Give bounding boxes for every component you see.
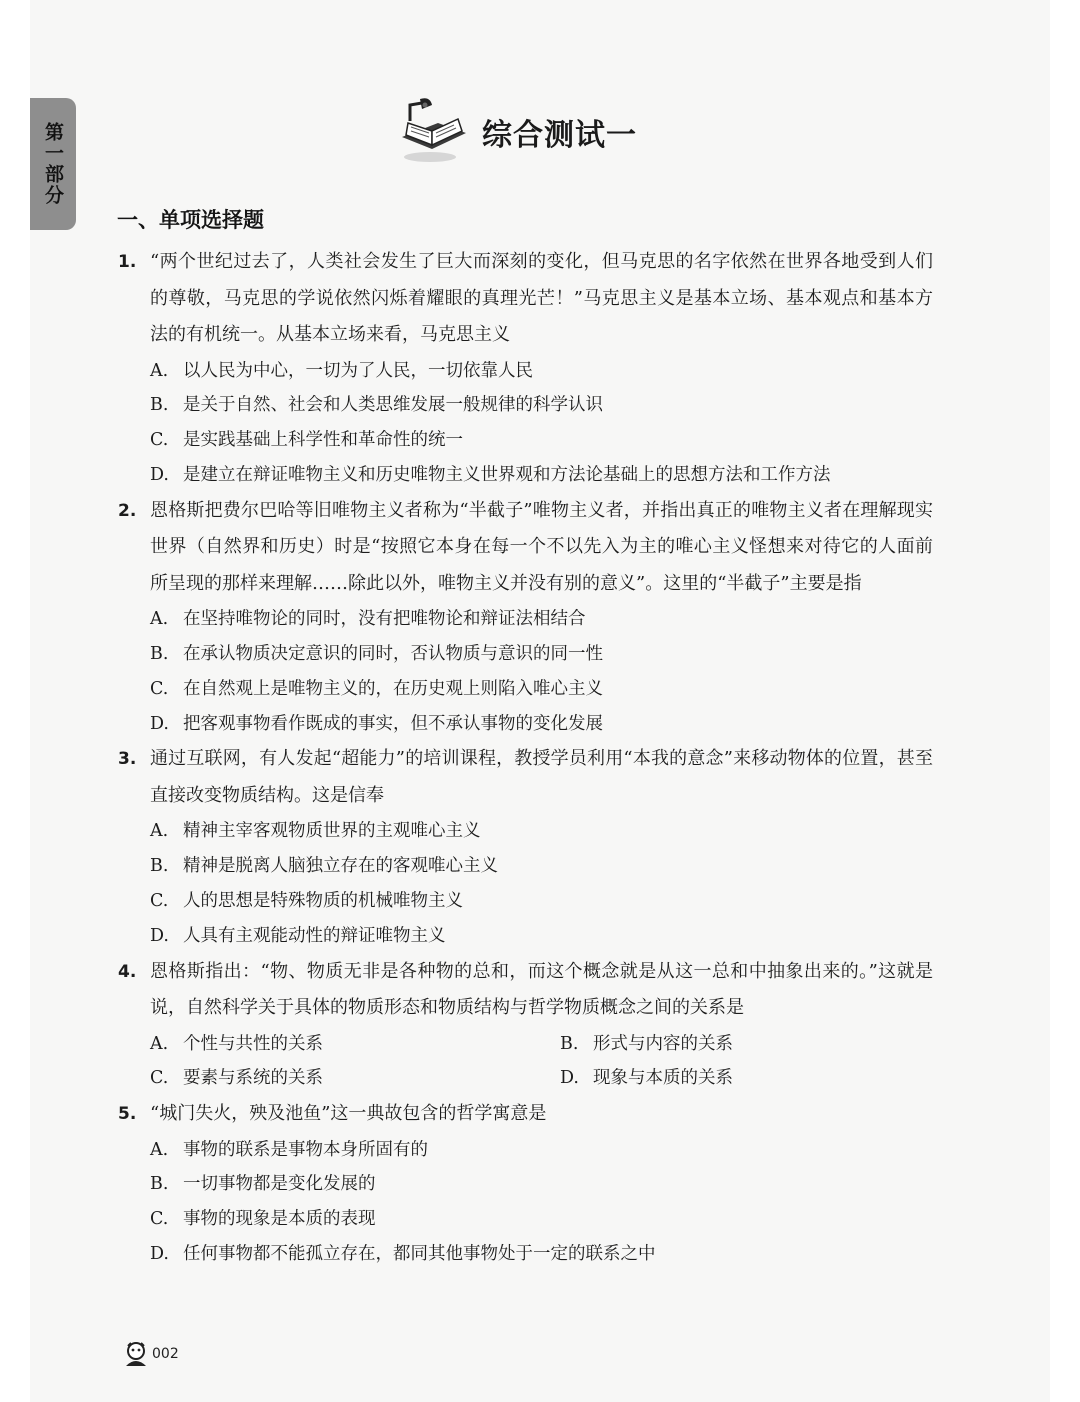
page-number: 002	[152, 1346, 179, 1362]
option-b	[150, 637, 933, 672]
option-text: 任何事物都不能孤立存在，都同其他事物处于一定的联系之中	[183, 1244, 656, 1265]
question-number: 2.	[118, 500, 137, 521]
option-c	[150, 1061, 560, 1096]
question-number: 4.	[118, 961, 137, 982]
option-text: 精神主宰客观物质世界的主观唯心主义	[183, 821, 481, 842]
option-a	[150, 814, 933, 849]
option-letter: B.	[150, 856, 169, 877]
option-d	[150, 919, 933, 954]
question-stem: 恩格斯把费尔巴哈等旧唯物主义者称为“半截子”唯物主义者，并指出真正的唯物主义者在理解现实世界（自然界和历史）时是“按照它本身在每一个不以先入为主的唯心主义怪想来对待它的人面前所呈现的那样来理解……除此以外，唯物主义并没有别的意义”。这里的“半截子”主要是指	[150, 499, 933, 594]
option-text: 人具有主观能动性的辩证唯物主义	[183, 925, 446, 946]
question-number: 5.	[118, 1104, 137, 1125]
option-text: 个性与共性的关系	[183, 1033, 323, 1054]
option-letter: B.	[150, 395, 169, 416]
option-b	[150, 388, 933, 423]
option-text: 人的思想是特殊物质的机械唯物主义	[183, 890, 463, 911]
option-a	[150, 354, 933, 389]
page-footer	[122, 1340, 179, 1368]
part-side-tab	[30, 98, 76, 230]
option-text: 现象与本质的关系	[593, 1068, 733, 1089]
option-text: 在承认物质决定意识的同时，否认物质与意识的同一性	[183, 643, 603, 664]
option-d	[150, 707, 933, 742]
option-letter: C.	[150, 678, 169, 699]
option-list	[150, 354, 933, 493]
option-a	[150, 1027, 560, 1062]
option-letter: D.	[150, 713, 169, 734]
question-3	[118, 741, 933, 953]
option-d	[150, 1237, 933, 1272]
mascot-icon	[122, 1340, 150, 1368]
option-text: 以人民为中心，一切为了人民，一切依靠人民	[183, 360, 533, 381]
question-number: 3.	[118, 749, 137, 770]
option-b	[560, 1027, 933, 1062]
option-letter: A.	[150, 1139, 169, 1160]
option-text: 要素与系统的关系	[183, 1068, 323, 1089]
option-text: 形式与内容的关系	[593, 1033, 733, 1054]
option-text: 是建立在辩证唯物主义和历史唯物主义世界观和方法论基础上的思想方法和工作方法	[183, 464, 831, 485]
question-5	[118, 1096, 933, 1272]
option-letter: B.	[560, 1033, 579, 1054]
option-text: 是关于自然、社会和人类思维发展一般规律的科学认识	[183, 395, 603, 416]
option-d	[560, 1061, 933, 1096]
option-text: 精神是脱离人脑独立存在的客观唯心主义	[183, 856, 498, 877]
option-letter: D.	[150, 925, 169, 946]
option-list	[150, 814, 933, 953]
option-list	[150, 1133, 933, 1272]
option-letter: C.	[150, 1209, 169, 1230]
option-d	[150, 458, 933, 493]
page-title: 综合测试一	[482, 118, 637, 153]
option-letter: B.	[150, 1174, 169, 1195]
question-stem: “两个世纪过去了，人类社会发生了巨大而深刻的变化，但马克思的名字依然在世界各地受到人们的尊敬，马克思的学说依然闪烁着耀眼的真理光芒！”马克思主义是基本立场、基本观点和基本方法的有机统一。从基本立场来看，马克思主义	[150, 251, 933, 345]
option-b	[150, 1167, 933, 1202]
option-letter: A.	[150, 609, 169, 630]
book-lamp-icon	[396, 97, 472, 167]
question-1	[118, 244, 933, 493]
part-side-tab-label: 第一部分	[42, 122, 64, 206]
option-c	[150, 672, 933, 707]
option-letter: D.	[150, 464, 169, 485]
option-text: 是实践基础上科学性和革命性的统一	[183, 430, 463, 451]
option-c	[150, 423, 933, 458]
option-letter: A.	[150, 1033, 169, 1054]
option-letter: C.	[150, 890, 169, 911]
option-text: 在坚持唯物论的同时，没有把唯物论和辩证法相结合	[183, 609, 586, 630]
option-text: 在自然观上是唯物主义的，在历史观上则陷入唯心主义	[183, 678, 603, 699]
question-4	[118, 954, 933, 1097]
option-text: 把客观事物看作既成的事实，但不承认事物的变化发展	[183, 713, 603, 734]
option-c	[150, 884, 933, 919]
option-c	[150, 1202, 933, 1237]
question-list	[118, 244, 933, 1272]
option-letter: A.	[150, 821, 169, 842]
title-row	[396, 92, 637, 172]
option-list	[150, 1027, 933, 1097]
option-letter: A.	[150, 360, 169, 381]
option-text: 事物的联系是事物本身所固有的	[183, 1139, 428, 1160]
option-list	[150, 602, 933, 741]
option-a	[150, 602, 933, 637]
option-letter: C.	[150, 1068, 169, 1089]
question-stem: 通过互联网，有人发起“超能力”的培训课程，教授学员利用“本我的意念”来移动物体的位置，甚至直接改变物质结构。这是信奉	[150, 748, 933, 806]
option-b	[150, 849, 933, 884]
option-letter: D.	[150, 1244, 169, 1265]
option-letter: C.	[150, 430, 169, 451]
option-letter: B.	[150, 643, 169, 664]
option-text: 一切事物都是变化发展的	[183, 1174, 376, 1195]
option-text: 事物的现象是本质的表现	[183, 1209, 376, 1230]
option-a	[150, 1133, 933, 1168]
question-stem: 恩格斯指出：“物、物质无非是各种物的总和，而这个概念就是从这一总和中抽象出来的。”这就是说，自然科学关于具体的物质形态和物质结构与哲学物质概念之间的关系是	[150, 960, 933, 1019]
question-number: 1.	[118, 252, 137, 272]
section-heading: 一、单项选择题	[117, 208, 264, 232]
option-letter: D.	[560, 1068, 579, 1089]
question-2	[118, 493, 933, 742]
question-stem: “城门失火，殃及池鱼”这一典故包含的哲学寓意是	[150, 1103, 547, 1125]
